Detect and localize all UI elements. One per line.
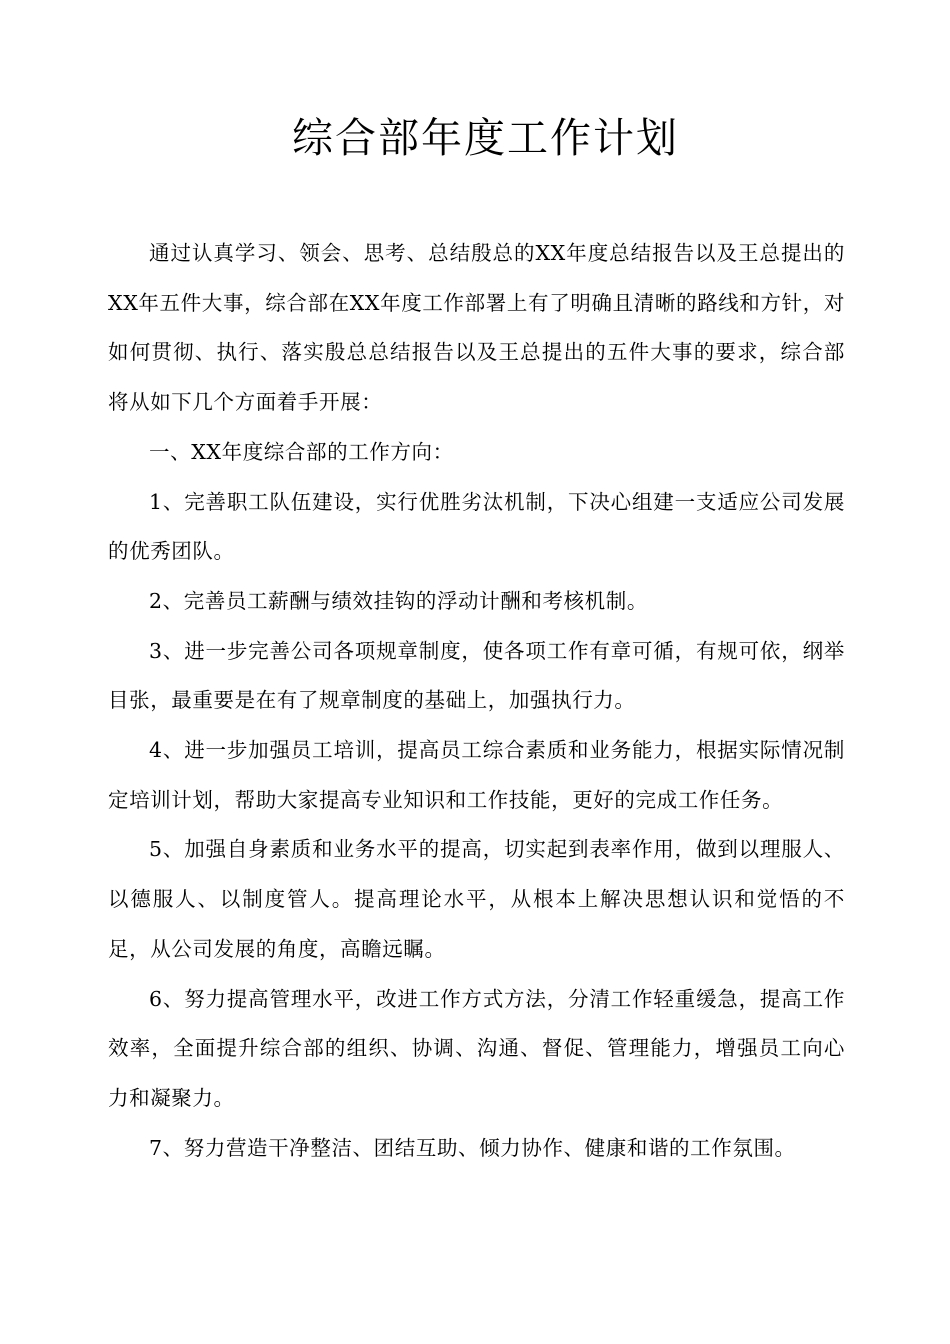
list-item-4: 4、进一步加强员工培训，提高员工综合素质和业务能力，根据实际情况制定培训计划，帮助大家提高专业知识和工作技能，更好的完成工作任务。 <box>108 738 845 812</box>
document-body <box>108 229 845 1173</box>
list-item-7: 7、努力营造干净整洁、团结互助、倾力协作、健康和谐的工作氛围。 <box>149 1135 796 1160</box>
section-heading: 一、XX年度综合部的工作方向： <box>149 439 454 464</box>
document-title: 综合部年度工作计划 <box>292 114 679 162</box>
list-item-5: 5、加强自身素质和业务水平的提高，切实起到表率作用，做到以理服人、以德服人、以制度管人。提高理论水平，从根本上解决思想认识和觉悟的不足，从公司发展的角度，高瞻远瞩。 <box>108 837 845 961</box>
list-item-2: 2、完善员工薪酬与绩效挂钩的浮动计酬和考核机制。 <box>149 588 648 613</box>
list-item-3: 3、进一步完善公司各项规章制度，使各项工作有章可循，有规可依，纲举目张，最重要是在有了规章制度的基础上，加强执行力。 <box>108 638 845 713</box>
list-item-6: 6、努力提高管理水平，改进工作方式方法，分清工作轻重缓急，提高工作效率，全面提升综合部的组织、协调、沟通、督促、管理能力，增强员工向心力和凝聚力。 <box>108 986 845 1110</box>
list-item-1: 1、完善职工队伍建设，实行优胜劣汰机制，下决心组建一支适应公司发展的优秀团队。 <box>108 489 845 564</box>
intro-paragraph: 通过认真学习、领会、思考、总结殷总的XX年度总结报告以及王总提出的XX年五件大事，综合部在XX年度工作部署上有了明确且清晰的路线和方针，对如何贯彻、执行、落实殷总总结报告以及王总提出的五件大事的要求，综合部将从如下几个方面着手开展： <box>108 241 845 415</box>
